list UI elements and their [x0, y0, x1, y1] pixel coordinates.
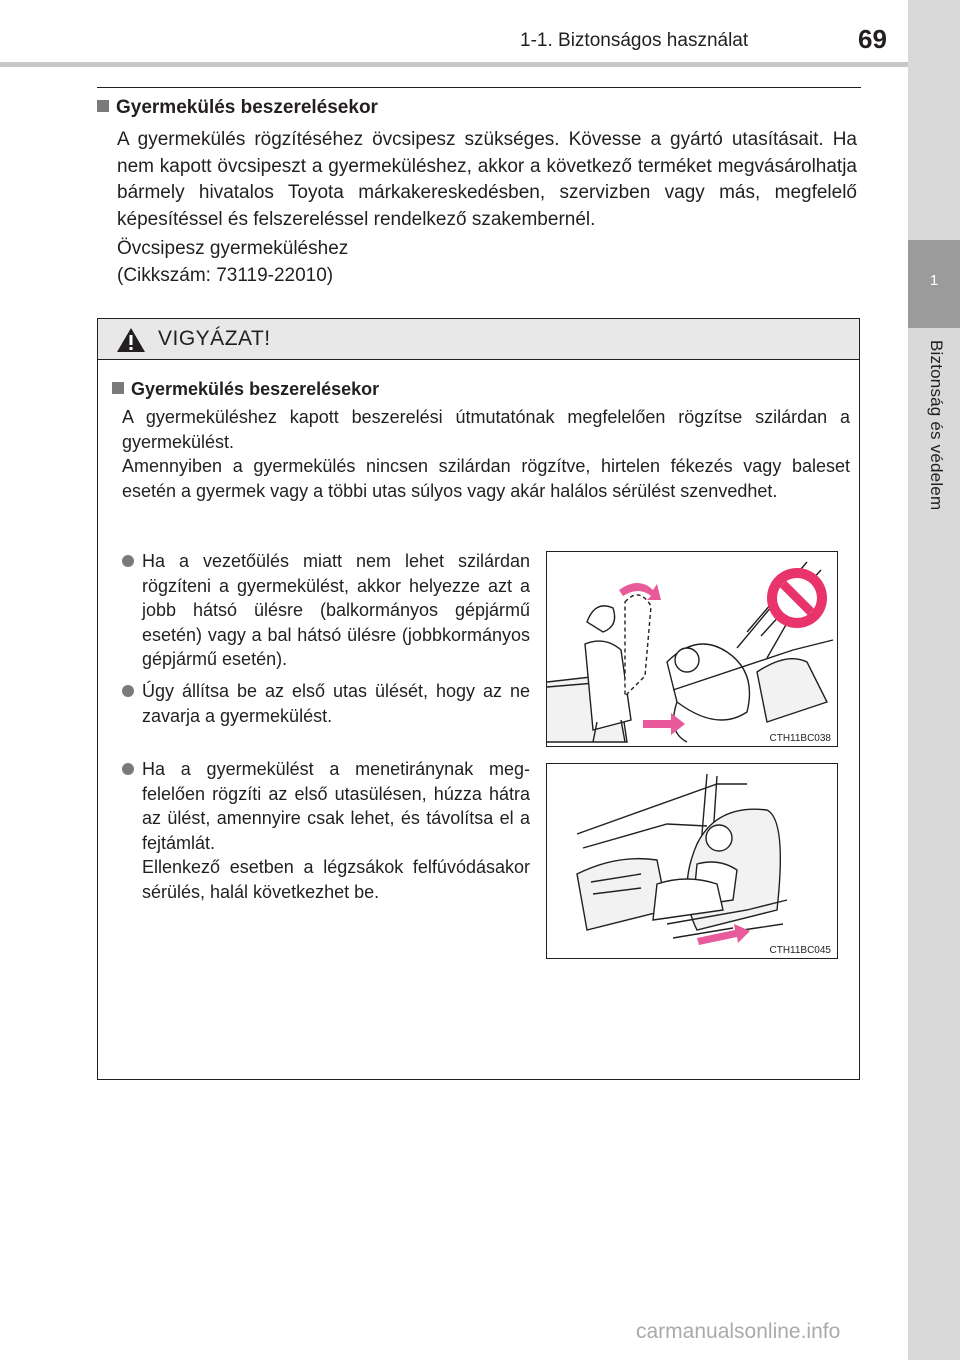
caution-heading [112, 379, 379, 400]
square-bullet-icon [97, 100, 109, 112]
round-bullet-icon [122, 555, 134, 567]
warning-triangle-icon [116, 327, 146, 353]
illustration-front-seat [546, 763, 838, 959]
part-number: (Cikkszám: 73119-22010) [117, 264, 334, 286]
caution-paragraph-2: Amennyiben a gyermekülés nincsen szilárdan rögzítve, hirtelen fékezés vagy baleset esetén a gyermek vagy a többi utas súlyos vagy akár halálos sérülést szenvedhet. [122, 456, 850, 501]
caution-bullet-1: Ha a vezetőülés miatt nem lehet szilárdan rögzíteni a gyermekülést, akkor helyezze azt a jobb hátsó ülésre (balkormányos gépjármű esetén) vagy a bal hátsó ülésre (jobbkormányos gépjármű esetén). [122, 549, 530, 672]
caution-paragraph-1: A gyermeküléshez kapott beszerelési útmutatónak megfelelően rögzítse szilárdan a gyermekülést. [122, 407, 850, 452]
caution-header [98, 319, 859, 360]
illustration-code: CTH11BC038 [769, 733, 831, 744]
illustration-rear-seat-prohibited [546, 551, 838, 747]
round-bullet-icon [122, 685, 134, 697]
caution-bullet-2: Úgy állítsa be az első utas ülését, hogy az ne zavarja a gyermekülést. [122, 679, 530, 728]
caution-paragraphs [122, 405, 850, 503]
content-rule [97, 87, 861, 88]
caution-box [97, 318, 860, 1080]
part-name: Övcsipesz gyermeküléshez [117, 238, 349, 259]
main-heading [97, 97, 378, 119]
chapter-number: 1 [929, 272, 939, 289]
child-seat-front-drawing [547, 764, 837, 958]
caution-bullet-3: Ha a gyermekülést a menetiránynak megfelelően rögzíti az első utasülésen, húzza hátra az ülést, amennyire csak lehet, és távolítsa el a fejtámlát. Ellenkező esetben a légzsákok felfúvódásakor sérülés, halál következhet be. [122, 757, 530, 904]
chapter-label: Biztonság és védelem [927, 340, 946, 511]
round-bullet-icon [122, 763, 134, 775]
main-paragraph: A gyermekülés rögzítéséhez övcsipesz szükséges. Kövesse a gyártó utasításait. Ha nem kapott övcsipeszt a gyermeküléshez, akkor a következő terméket megvásárolhatja bármely hivatalos Toyota márkakereskedésben, szervizben vagy más, megfelelő képesítéssel és felszereléssel rendelkező szakembernél. [117, 129, 857, 230]
square-bullet-icon [112, 382, 124, 394]
watermark: carmanualsonline.info [636, 1320, 841, 1343]
chapter-side-tab [908, 0, 960, 1360]
illustration-code: CTH11BC045 [769, 945, 831, 956]
caution-heading-text: Gyermekülés beszerelésekor [131, 379, 380, 399]
child-seat-prohibited-drawing [547, 552, 837, 746]
page-number: 69 [858, 24, 887, 54]
header-rule [0, 62, 908, 67]
main-heading-text: Gyermekülés beszerelésekor [116, 97, 378, 118]
section-title: 1-1. Biztonságos használat [520, 30, 749, 51]
part-info [117, 236, 857, 289]
caution-title: VIGYÁZAT! [158, 327, 271, 350]
